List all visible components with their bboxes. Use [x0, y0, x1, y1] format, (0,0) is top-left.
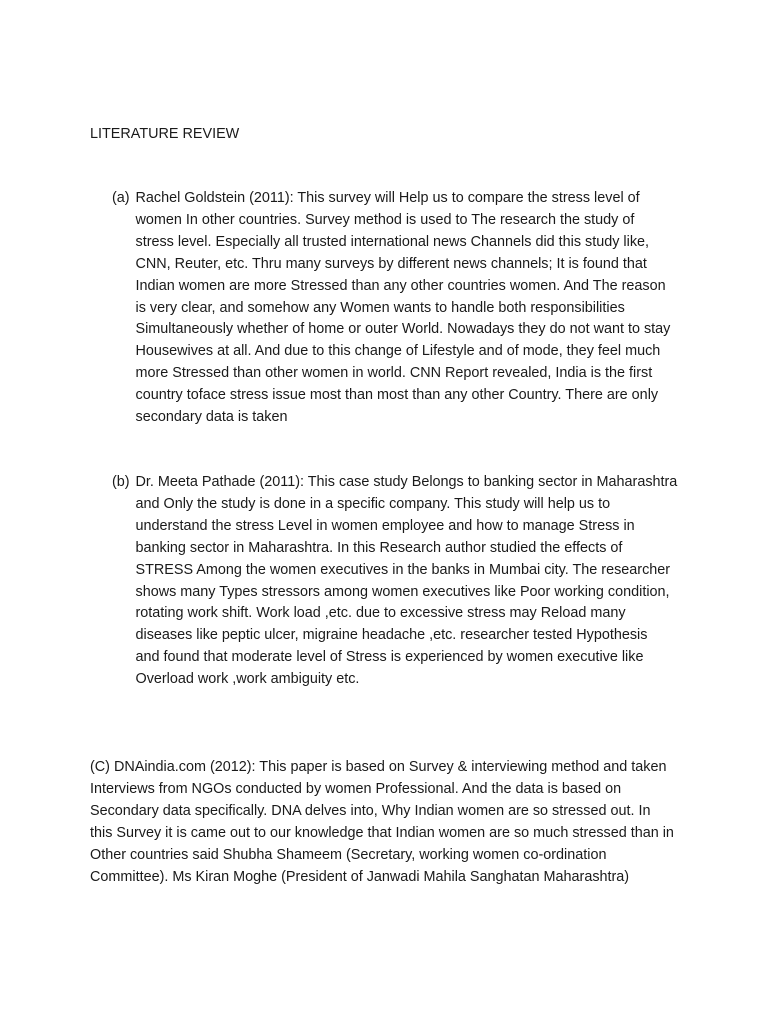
list-marker: (b) [112, 474, 130, 490]
review-item-text: Dr. Meeta Pathade (2011): This case study Belongs to banking sector in Maharashtra and Only the study is done in a specific company. This study will help us to understand the stress Level in women employee and how to manage Stress in banking sector in Maharashtra. In this Research author studied the effects of STRESS Among the women executives in the banks in Mumbai city. The researcher shows many Types stressors among women executives like Poor working condition, rotating work shift. Work load ,etc. due to excessive stress may Reload many diseases like peptic ulcer, migraine headache ,etc. researcher tested Hypothesis and found that moderate level of Stress is experienced by women executive like Overload work ,work ambiguity etc. [135, 474, 678, 688]
review-item-a [112, 188, 692, 429]
review-item-b [112, 472, 692, 691]
list-marker: (a) [112, 190, 130, 206]
review-paragraph-c: (C) DNAindia.com (2012): This paper is based on Survey & interviewing method and taken Interviews from NGOs conducted by women Professional. And the data is based on Secondary data specifically. DNA delves into, Why Indian women are so stressed out. In this Survey it is came out to our knowledge that Indian women are so much stressed than in Other countries said Shubha Shameem (Secretary, working women co-ordination Committee). Ms Kiran Moghe (President of Janwadi Mahila Sanghatan Maharashtra) [90, 759, 674, 885]
page-heading: LITERATURE REVIEW [90, 126, 240, 142]
review-item-text: Rachel Goldstein (2011): This survey will Help us to compare the stress level of women In other countries. Survey method is used to The research the study of stress level. Especially all trusted international news Channels did this study like, CNN, Reuter, etc. Thru many surveys by different news channels; It is found that Indian women are more Stressed than any other countries women. And The reason is very clear, and somehow any Women wants to handle both responsibilities Simultaneously whether of home or outer World. Nowadays they do not want to stay Housewives at all. And due to this change of Lifestyle and of mode, they feel much more Stressed than other women in world. CNN Report revealed, India is the first country toface stress issue most than most than any other Country. There are only secondary data is taken [135, 190, 671, 426]
